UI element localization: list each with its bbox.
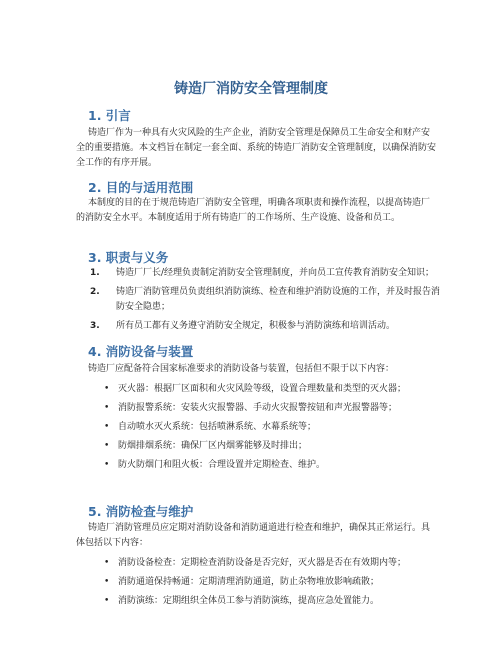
list-item-text: 所有员工都有义务遵守消防安全规定，积极参与消防演练和培训活动。: [116, 321, 396, 331]
equipment-bullet-list: [76, 382, 446, 477]
list-item-number: 1.: [90, 268, 100, 278]
section-paragraph-inspection: 铸造厂消防管理员应定期对消防设备和消防通道进行检查和维护，确保其正常运行。具体包括以下内容：: [76, 523, 431, 548]
list-item-text: 消防设备检查：定期检查消防设备是否完好，灭火器是否在有效期内等；: [118, 558, 407, 568]
list-item: [76, 285, 446, 315]
list-item: [76, 382, 446, 397]
section-heading-intro: 1. 引言: [88, 108, 131, 123]
list-item-text: 消防通道保持畅通：定期清理消防通道，防止杂物堆放影响疏散；: [118, 577, 380, 587]
list-item-text: 灭火器：根据厂区面积和火灾风险等级，设置合理数量和类型的灭火器；: [118, 384, 407, 394]
list-item: [76, 401, 446, 416]
list-item-text: 消防报警系统：安装火灾报警器、手动火灾报警按钮和声光报警器等；: [118, 403, 398, 413]
bullet-icon: •: [104, 577, 110, 587]
document-title: 铸造厂消防安全管理制度: [174, 81, 328, 97]
bullet-icon: •: [104, 558, 110, 568]
section-heading-purpose: 2. 目的与适用范围: [88, 180, 194, 195]
list-item-text: 消防演练：定期组织全体员工参与消防演练，提高应急处置能力。: [118, 596, 380, 606]
list-item: [76, 266, 446, 281]
inspection-bullet-list: [76, 556, 446, 613]
bullet-icon: •: [104, 422, 110, 432]
list-item: [76, 575, 446, 590]
section-heading-duties: 3. 职责与义务: [88, 250, 169, 265]
list-item: [76, 556, 446, 571]
list-item: [76, 420, 446, 435]
section-paragraph-intro: 铸造厂作为一种具有火灾风险的生产企业，消防安全管理是保障员工生命安全和财产安全的重要措施。本文档旨在制定一套全面、系统的铸造厂消防安全管理制度，以确保消防安全工作的有序开展。: [76, 128, 437, 168]
list-item-number: 3.: [90, 321, 100, 331]
list-item-number: 2.: [90, 287, 100, 297]
bullet-icon: •: [104, 596, 110, 606]
list-item: [76, 439, 446, 454]
section-paragraph-equipment: 铸造厂应配备符合国家标准要求的消防设备与装置，包括但不限于以下内容：: [88, 364, 395, 374]
list-item: [76, 458, 446, 473]
section-heading-equipment: 4. 消防设备与装置: [88, 344, 194, 359]
bullet-icon: •: [104, 403, 110, 413]
list-item: [76, 319, 446, 334]
duties-list: [76, 266, 446, 338]
list-item: [76, 594, 446, 609]
list-item-text: 自动喷水灭火系统：包括喷淋系统、水幕系统等；: [118, 422, 317, 432]
list-item-text: 防烟排烟系统：确保厂区内烟雾能够及时排出；: [118, 441, 308, 451]
section-heading-inspection: 5. 消防检查与维护: [88, 504, 194, 519]
list-item-text: 铸造厂厂长/经理负责制定消防安全管理制度，并向员工宣传教育消防安全知识；: [116, 268, 435, 278]
list-item-text: 铸造厂消防管理员负责组织消防演练、检查和维护消防设施的工作，并及时报告消防安全隐患；: [116, 287, 441, 312]
bullet-icon: •: [104, 384, 110, 394]
bullet-icon: •: [104, 460, 110, 470]
bullet-icon: •: [104, 441, 110, 451]
list-item-text: 防火防烟门和阻火板：合理设置并定期检查、维护。: [118, 460, 326, 470]
section-paragraph-purpose: 本制度的目的在于规范铸造厂消防安全管理，明确各项职责和操作流程，以提高铸造厂的消防安全水平。本制度适用于所有铸造厂的工作场所、生产设施、设备和员工。: [76, 198, 431, 223]
